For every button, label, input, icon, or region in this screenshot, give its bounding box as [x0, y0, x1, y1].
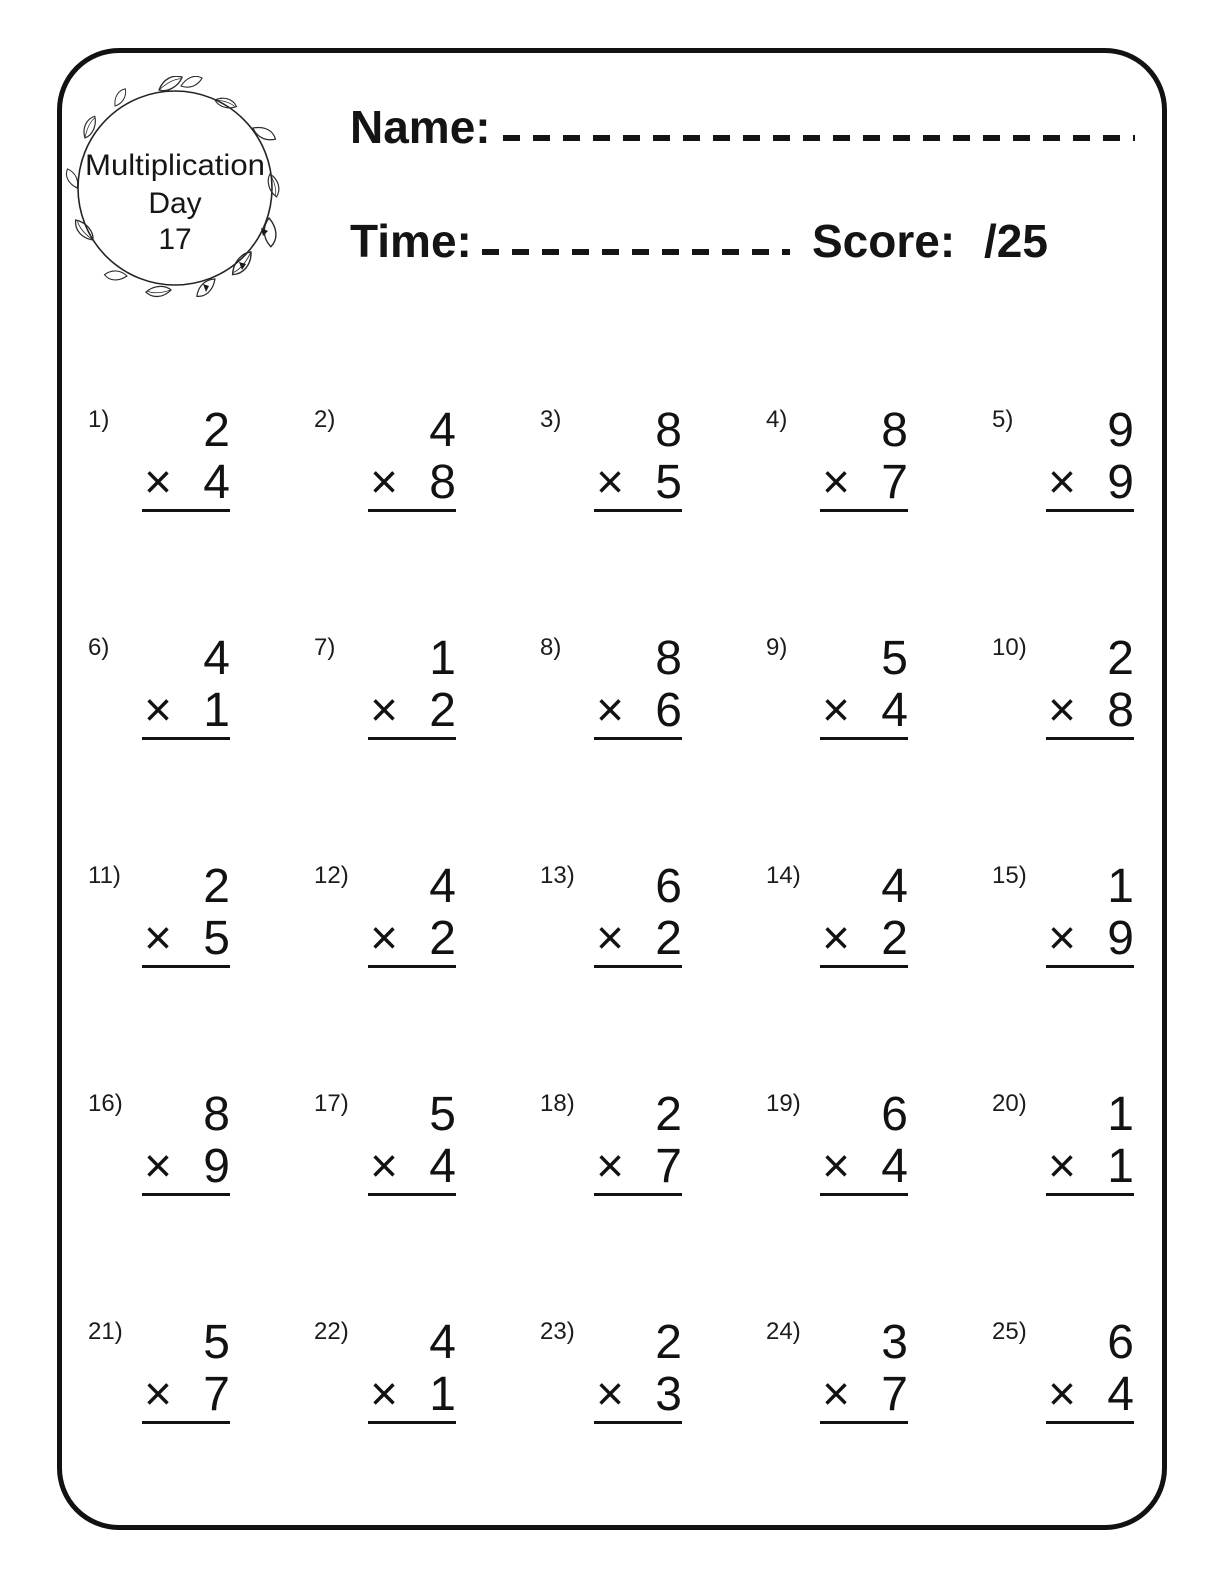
problem-number: 5) — [992, 406, 1014, 433]
problem-number: 9) — [766, 634, 788, 661]
problem-cell — [532, 1312, 758, 1540]
problem-body — [130, 1088, 230, 1196]
multiplier-row — [822, 1368, 908, 1421]
answer-line — [820, 1193, 908, 1196]
problem-number: 1) — [88, 406, 110, 433]
multiplier: 4 — [203, 456, 230, 509]
problem-number: 10) — [992, 634, 1027, 661]
multiplier-row — [370, 456, 456, 509]
name-fill-line — [503, 135, 1135, 141]
multiplier-row — [1048, 912, 1134, 965]
problem-cell — [306, 1312, 532, 1540]
answer-line — [1046, 737, 1134, 740]
answer-line — [820, 965, 908, 968]
logo-title-line1: Multiplication — [85, 149, 265, 182]
multiplicand: 4 — [429, 860, 456, 913]
problem-body — [356, 1088, 456, 1196]
multiplier: 5 — [203, 912, 230, 965]
multiply-icon: × — [1048, 1140, 1077, 1193]
answer-line — [1046, 1421, 1134, 1424]
multiply-icon: × — [1048, 684, 1077, 737]
answer-line — [594, 1193, 682, 1196]
problem-cell — [984, 400, 1210, 628]
problem-number: 6) — [88, 634, 110, 661]
multiplier: 7 — [881, 1368, 908, 1421]
problem-body — [130, 1316, 230, 1424]
problem-number: 16) — [88, 1090, 123, 1117]
multiply-icon: × — [370, 912, 399, 965]
problem-body — [808, 1316, 908, 1424]
answer-line — [820, 1421, 908, 1424]
problem-body — [808, 404, 908, 512]
answer-line — [594, 1421, 682, 1424]
answer-line — [368, 965, 456, 968]
multiplicand: 3 — [881, 1316, 908, 1369]
answer-line — [820, 509, 908, 512]
multiplicand: 1 — [429, 632, 456, 685]
problem-number: 7) — [314, 634, 336, 661]
multiply-icon: × — [1048, 1368, 1077, 1421]
problem-body — [356, 632, 456, 740]
multiplicand: 1 — [1107, 1088, 1134, 1141]
time-label: Time: — [350, 215, 472, 267]
multiplier: 9 — [1107, 912, 1134, 965]
answer-line — [142, 1193, 230, 1196]
problem-body — [356, 1316, 456, 1424]
problem-number: 2) — [314, 406, 336, 433]
multiply-icon: × — [370, 684, 399, 737]
multiply-icon: × — [596, 912, 625, 965]
multiply-icon: × — [370, 1140, 399, 1193]
answer-line — [368, 1421, 456, 1424]
multiplier-row — [144, 1140, 230, 1193]
multiplier: 1 — [1107, 1140, 1134, 1193]
problem-cell — [758, 856, 984, 1084]
multiplier: 7 — [655, 1140, 682, 1193]
answer-line — [368, 1193, 456, 1196]
multiplier-row — [596, 1140, 682, 1193]
multiplier-row — [822, 1140, 908, 1193]
problem-number: 4) — [766, 406, 788, 433]
problem-cell — [758, 1312, 984, 1540]
answer-line — [368, 737, 456, 740]
logo-title-line3: 17 — [158, 223, 192, 256]
problem-cell — [532, 400, 758, 628]
multiplier-row — [370, 1140, 456, 1193]
problem-cell — [306, 628, 532, 856]
time-fill-line — [482, 249, 790, 255]
problem-number: 24) — [766, 1318, 801, 1345]
problem-cell — [306, 1084, 532, 1312]
multiplier: 7 — [881, 456, 908, 509]
multiply-icon: × — [144, 456, 173, 509]
multiplier-row — [822, 912, 908, 965]
multiplier-row — [822, 456, 908, 509]
multiply-icon: × — [596, 456, 625, 509]
problem-number: 3) — [540, 406, 562, 433]
problem-body — [356, 404, 456, 512]
problem-cell — [80, 1084, 306, 1312]
multiplier-row — [596, 1368, 682, 1421]
multiplier-row — [1048, 1368, 1134, 1421]
multiplicand: 2 — [655, 1316, 682, 1369]
problem-body — [582, 1088, 682, 1196]
multiplicand: 2 — [655, 1088, 682, 1141]
multiplier-row — [370, 1368, 456, 1421]
multiplicand: 8 — [655, 404, 682, 457]
multiplicand: 8 — [881, 404, 908, 457]
multiplier: 4 — [429, 1140, 456, 1193]
multiplier: 9 — [203, 1140, 230, 1193]
wreath-logo — [63, 76, 289, 304]
score-value: /25 — [984, 215, 1048, 267]
multiplier: 4 — [1107, 1368, 1134, 1421]
problem-cell — [532, 856, 758, 1084]
multiplier: 4 — [881, 684, 908, 737]
multiplicand: 4 — [881, 860, 908, 913]
problem-number: 14) — [766, 862, 801, 889]
score-label: Score: — [812, 215, 956, 267]
multiplier: 2 — [655, 912, 682, 965]
multiplicand: 5 — [881, 632, 908, 685]
multiplier: 1 — [203, 684, 230, 737]
problem-cell — [306, 856, 532, 1084]
problem-cell — [984, 1312, 1210, 1540]
answer-line — [594, 509, 682, 512]
problem-body — [356, 860, 456, 968]
multiplier: 2 — [881, 912, 908, 965]
problem-number: 22) — [314, 1318, 349, 1345]
multiplier-row — [822, 684, 908, 737]
multiplier-row — [1048, 456, 1134, 509]
answer-line — [368, 509, 456, 512]
multiplicand: 6 — [1107, 1316, 1134, 1369]
problem-body — [582, 860, 682, 968]
problem-number: 21) — [88, 1318, 123, 1345]
problem-body — [808, 1088, 908, 1196]
problem-body — [1034, 860, 1134, 968]
multiplier: 5 — [655, 456, 682, 509]
problem-body — [130, 860, 230, 968]
multiply-icon: × — [596, 1368, 625, 1421]
multiply-icon: × — [144, 1140, 173, 1193]
multiply-icon: × — [1048, 912, 1077, 965]
multiply-icon: × — [144, 1368, 173, 1421]
multiplicand: 2 — [1107, 632, 1134, 685]
problem-number: 23) — [540, 1318, 575, 1345]
problem-body — [582, 632, 682, 740]
multiplicand: 8 — [655, 632, 682, 685]
problem-body — [1034, 404, 1134, 512]
answer-line — [1046, 965, 1134, 968]
problem-number: 17) — [314, 1090, 349, 1117]
multiplier-row — [596, 456, 682, 509]
multiply-icon: × — [822, 1140, 851, 1193]
multiplicand: 6 — [655, 860, 682, 913]
problem-cell — [80, 628, 306, 856]
multiplier: 1 — [429, 1368, 456, 1421]
multiplier: 3 — [655, 1368, 682, 1421]
problem-cell — [306, 400, 532, 628]
multiplicand: 9 — [1107, 404, 1134, 457]
problem-number: 13) — [540, 862, 575, 889]
problem-cell — [984, 856, 1210, 1084]
multiplicand: 6 — [881, 1088, 908, 1141]
problem-number: 19) — [766, 1090, 801, 1117]
multiplicand: 8 — [203, 1088, 230, 1141]
problem-body — [130, 404, 230, 512]
problem-body — [1034, 1088, 1134, 1196]
multiplier: 6 — [655, 684, 682, 737]
multiplier-row — [144, 912, 230, 965]
problem-cell — [758, 628, 984, 856]
multiply-icon: × — [822, 912, 851, 965]
multiplier: 4 — [881, 1140, 908, 1193]
problem-number: 20) — [992, 1090, 1027, 1117]
multiplicand: 5 — [203, 1316, 230, 1369]
problem-body — [1034, 1316, 1134, 1424]
multiply-icon: × — [1048, 456, 1077, 509]
problem-cell — [80, 856, 306, 1084]
multiplier-row — [370, 912, 456, 965]
problem-number: 18) — [540, 1090, 575, 1117]
answer-line — [142, 1421, 230, 1424]
multiply-icon: × — [596, 1140, 625, 1193]
multiplier-row — [144, 684, 230, 737]
problem-body — [808, 632, 908, 740]
multiplier-row — [1048, 1140, 1134, 1193]
multiplier-row — [596, 912, 682, 965]
multiplier-row — [596, 684, 682, 737]
problem-body — [130, 632, 230, 740]
problem-number: 12) — [314, 862, 349, 889]
problem-body — [582, 1316, 682, 1424]
answer-line — [594, 737, 682, 740]
problem-body — [1034, 632, 1134, 740]
multiply-icon: × — [822, 456, 851, 509]
answer-line — [142, 509, 230, 512]
multiplier: 2 — [429, 684, 456, 737]
answer-line — [142, 965, 230, 968]
problem-cell — [758, 400, 984, 628]
answer-line — [142, 737, 230, 740]
answer-line — [594, 965, 682, 968]
multiplicand: 4 — [203, 632, 230, 685]
problem-cell — [984, 628, 1210, 856]
multiplicand: 2 — [203, 404, 230, 457]
problem-number: 15) — [992, 862, 1027, 889]
problem-cell — [984, 1084, 1210, 1312]
problem-number: 25) — [992, 1318, 1027, 1345]
logo-title-line2: Day — [148, 187, 202, 220]
problem-cell — [758, 1084, 984, 1312]
multiplier: 9 — [1107, 456, 1134, 509]
multiplier-row — [144, 456, 230, 509]
multiply-icon: × — [370, 1368, 399, 1421]
multiply-icon: × — [596, 684, 625, 737]
problem-number: 11) — [88, 862, 121, 889]
problems-grid — [80, 400, 1210, 1540]
name-label: Name: — [350, 101, 491, 153]
multiplier-row — [1048, 684, 1134, 737]
problem-cell — [532, 628, 758, 856]
problem-body — [582, 404, 682, 512]
multiplicand: 5 — [429, 1088, 456, 1141]
multiply-icon: × — [144, 684, 173, 737]
problem-number: 8) — [540, 634, 562, 661]
multiply-icon: × — [144, 912, 173, 965]
multiplier: 2 — [429, 912, 456, 965]
multiplier-row — [370, 684, 456, 737]
multiplicand: 4 — [429, 1316, 456, 1369]
multiplier: 8 — [429, 456, 456, 509]
multiplier: 8 — [1107, 684, 1134, 737]
problem-body — [808, 860, 908, 968]
multiplicand: 1 — [1107, 860, 1134, 913]
answer-line — [1046, 509, 1134, 512]
multiply-icon: × — [822, 1368, 851, 1421]
multiply-icon: × — [822, 684, 851, 737]
multiplier-row — [144, 1368, 230, 1421]
answer-line — [1046, 1193, 1134, 1196]
problem-cell — [532, 1084, 758, 1312]
answer-line — [820, 737, 908, 740]
multiplicand: 4 — [429, 404, 456, 457]
multiply-icon: × — [370, 456, 399, 509]
problem-cell — [80, 1312, 306, 1540]
multiplier: 7 — [203, 1368, 230, 1421]
problem-cell — [80, 400, 306, 628]
multiplicand: 2 — [203, 860, 230, 913]
